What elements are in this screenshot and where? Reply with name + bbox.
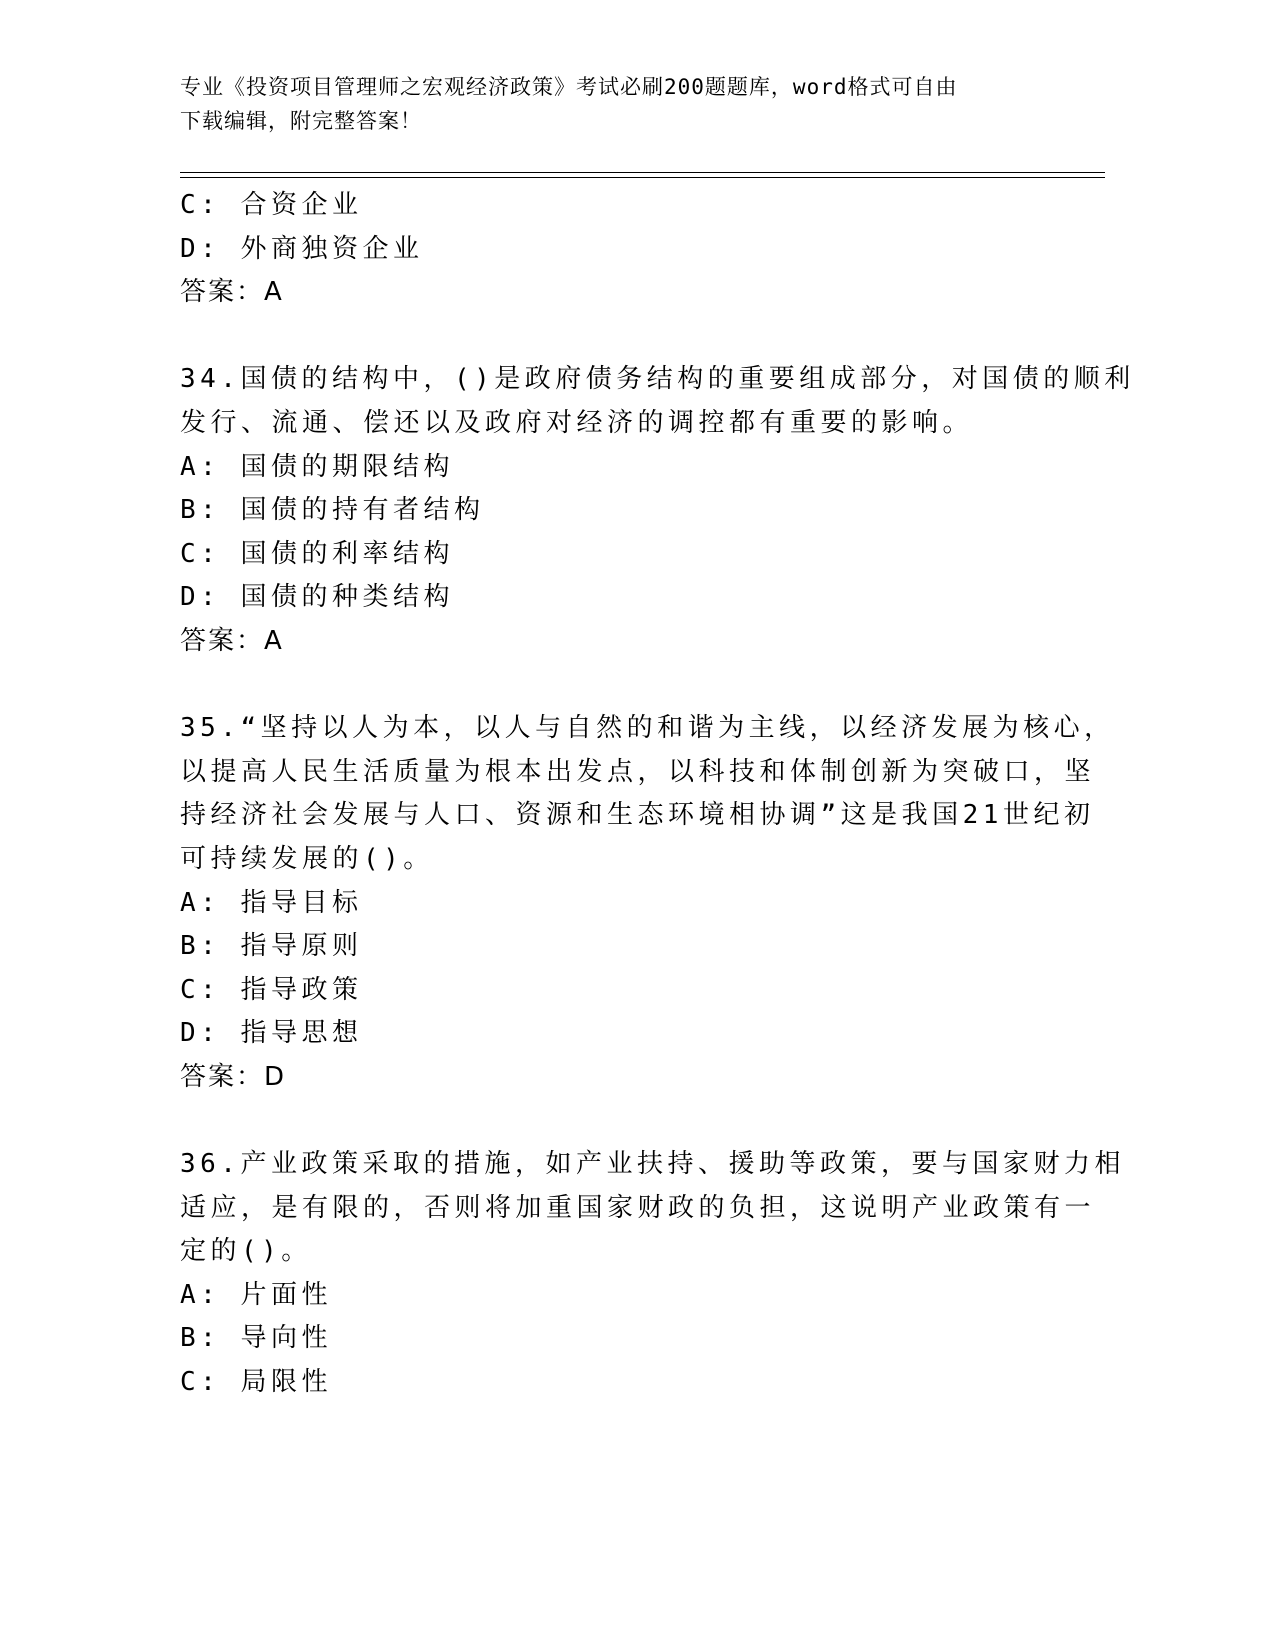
question-text-line: 36.产业政策采取的措施，如产业扶持、援助等政策，要与国家财力相 — [180, 1149, 1125, 1180]
option-a: A: 指导目标 — [180, 887, 363, 918]
question-text-line: 适应，是有限的，否则将加重国家财政的负担，这说明产业政策有一 — [180, 1192, 1096, 1223]
answer-line: 答案：A — [180, 277, 284, 308]
answer-line: 答案：A — [180, 625, 284, 656]
question-text-line: 34.国债的结构中，()是政府债务结构的重要组成部分，对国债的顺利 — [180, 364, 1135, 395]
option-a: A: 国债的期限结构 — [180, 451, 454, 482]
option-b: B: 指导原则 — [180, 931, 363, 962]
option-d: D: 国债的种类结构 — [180, 582, 454, 613]
option-c: C: 指导政策 — [180, 974, 363, 1005]
option-b: B: 国债的持有者结构 — [180, 495, 485, 526]
header-line-2: 下载编辑，附完整答案！ — [180, 109, 422, 133]
option-c: C: 国债的利率结构 — [180, 538, 454, 569]
option-d: D: 指导思想 — [180, 1018, 363, 1049]
question-34 — [180, 358, 1135, 663]
option-b: B: 导向性 — [180, 1323, 332, 1354]
option-c: C: 合资企业 — [180, 190, 363, 220]
answer-line: 答案：D — [180, 1061, 287, 1092]
question-35 — [180, 707, 1115, 1099]
question-text-line: 可持续发展的()。 — [180, 843, 434, 874]
option-c: C: 局限性 — [180, 1367, 332, 1398]
spacer — [180, 315, 1040, 359]
question-text-line: 发行、流通、偿还以及政府对经济的调控都有重要的影响。 — [180, 407, 974, 438]
question-text-line: 持经济社会发展与人口、资源和生态环境相协调”这是我国21世纪初 — [180, 800, 1095, 831]
question-text-line: 35.“坚持以人为本，以人与自然的和谐为主线，以经济发展为核心， — [180, 713, 1115, 744]
question-text-line: 以提高人民生活质量为根本出发点，以科技和体制创新为突破口，坚 — [180, 756, 1096, 787]
question-content — [180, 184, 1135, 1405]
question-text-line: 定的()。 — [180, 1236, 312, 1267]
previous-question-tail — [180, 184, 1040, 315]
header-divider-bottom — [180, 177, 1105, 178]
header-divider-top — [180, 172, 1105, 173]
document-header — [180, 70, 1040, 138]
spacer — [180, 664, 1040, 708]
option-d: D: 外商独资企业 — [180, 233, 424, 264]
spacer — [180, 1099, 1040, 1143]
header-line-1: 专业《投资项目管理师之宏观经济政策》考试必刷200题题库，word格式可自由 — [180, 75, 958, 99]
option-a: A: 片面性 — [180, 1279, 332, 1310]
question-36 — [180, 1143, 1125, 1405]
